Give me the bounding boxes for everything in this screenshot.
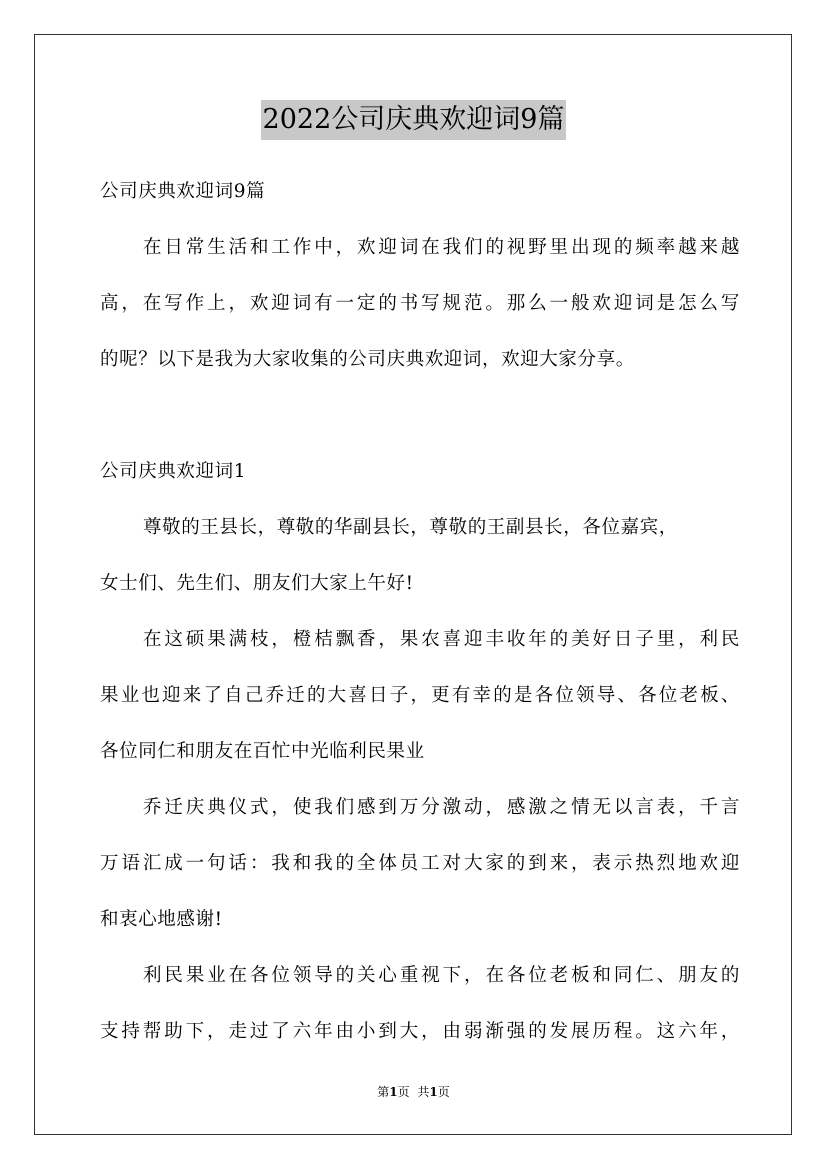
para1-line-2: 果业也迎来了自己乔迁的大喜日子，更有幸的是各位领导、各位老板、 (100, 685, 740, 706)
page-total: 1 (429, 1085, 438, 1099)
total-suffix: 页 (437, 1085, 450, 1099)
para3-line-2: 支持帮助下，走过了六年由小到大，由弱渐强的发展历程。这六年， (100, 1021, 740, 1042)
greeting-line-2: 女士们、先生们、朋友们大家上午好! (100, 573, 414, 594)
greeting-line-1: 尊敬的王县长，尊敬的华副县长，尊敬的王副县长，各位嘉宾， (143, 517, 678, 538)
intro-line-1: 在日常生活和工作中，欢迎词在我们的视野里出现的频率越来越 (143, 237, 740, 258)
total-prefix: 共 (417, 1085, 430, 1099)
blank-line (100, 388, 740, 444)
document-title: 2022公司庆典欢迎词9篇 (261, 100, 567, 140)
page-prefix: 第 (377, 1085, 390, 1099)
intro-line-3: 的呢？以下是我为大家收集的公司庆典欢迎词，欢迎大家分享。 (100, 349, 635, 370)
para3-line-1: 利民果业在各位领导的关心重视下，在各位老板和同仁、朋友的 (143, 965, 740, 986)
page-footer (0, 1082, 827, 1102)
para2-line-2: 万语汇成一句话：我和我的全体员工对大家的到来，表示热烈地欢迎 (100, 853, 740, 874)
page-suffix: 页 (397, 1085, 410, 1099)
subtitle: 公司庆典欢迎词9篇 (100, 181, 266, 202)
para1-line-3: 各位同仁和朋友在百忙中光临利民果业 (100, 741, 425, 762)
intro-line-2: 高，在写作上，欢迎词有一定的书写规范。那么一般欢迎词是怎么写 (100, 293, 740, 314)
section-heading: 公司庆典欢迎词1 (100, 461, 247, 482)
page-current: 1 (389, 1085, 398, 1099)
title-container (0, 100, 827, 140)
para1-line-1: 在这硕果满枝，橙桔飘香，果农喜迎丰收年的美好日子里，利民 (143, 629, 740, 650)
para2-line-1: 乔迁庆典仪式，使我们感到万分激动，感激之情无以言表，千言 (143, 797, 740, 818)
document-body (100, 164, 740, 1060)
para2-line-3: 和衷心地感谢! (100, 909, 223, 930)
